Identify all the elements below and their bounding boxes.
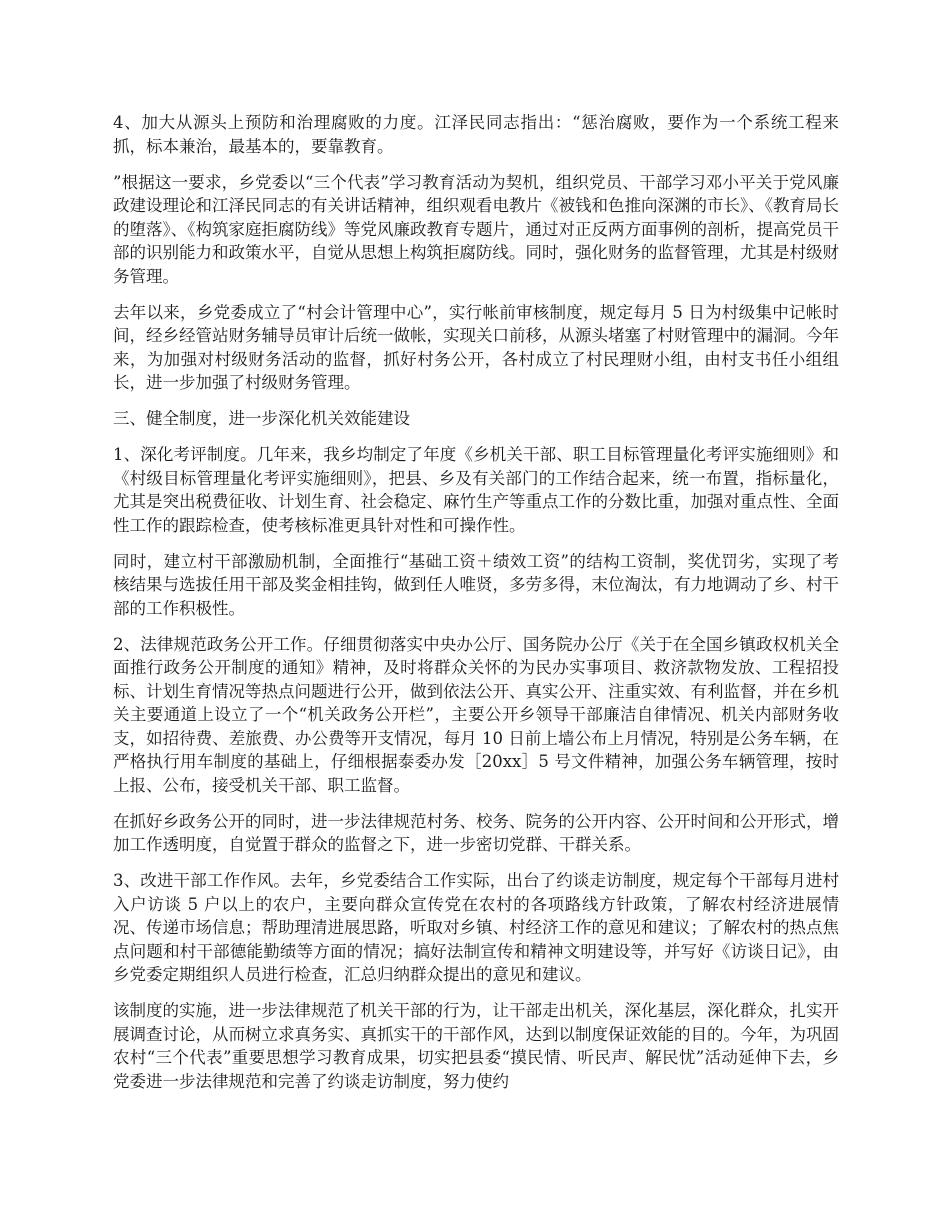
paragraph-incentive-mechanism: 同时，建立村干部激励机制，全面推行“基础工资＋绩效工资”的结构工资制，奖优罚劣，实现了考核结果与选拔任用干部及奖金相挂钩，做到任人唯贤，多劳多得，末位淘汰，有力地调动了乡、村干部的工作积极性。	[113, 551, 839, 618]
paragraph-source-prevention: 4、加大从源头上预防和治理腐败的力度。江泽民同志指出：“惩治腐败，要作为一个系统工程来抓，标本兼治，最基本的，要靠教育。	[113, 113, 839, 156]
paragraph-assessment-system: 1、深化考评制度。几年来，我乡均制定了年度《乡机关干部、职工目标管理量化考评实施细则》和《村级目标管理量化考评实施细则》，把县、乡及有关部门的工作结合起来，统一布置，指标量化，尤其是突出税费征收、计划生育、社会稳定、麻竹生产等重点工作的分数比重，加强对重点性、全面性工作的跟踪检查，使考核标准更具针对性和可操作性。	[113, 445, 839, 535]
paragraph-government-affairs-openness: 2、法律规范政务公开工作。仔细贯彻落实中央办公厅、国务院办公厅《关于在全国乡镇政权机关全面推行政务公开制度的通知》精神，及时将群众关怀的为民办实事项目、救济款物发放、工程招投标、计划生育情况等热点问题进行公开，做到依法公开、真实公开、注重实效、有利监督，并在乡机关主要通道上设立了一个“机关政务公开栏”，主要公开乡领导干部廉洁自律情况、机关内部财务收支，如招待费、差旅费、办公费等开支情况，每月 10 日前上墙公布上月情况，特别是公务车辆，在严格执行用车制度的基础上，仔细根据泰委办发［20xx］5 号文件精神，加强公务车辆管理，按时上报、公布，接受机关干部、职工监督。	[113, 634, 839, 795]
paragraph-village-accounting: 去年以来，乡党委成立了“村会计管理中心”，实行帐前审核制度，规定每月 5 日为村级集中记帐时间，经乡经管站财务辅导员审计后统一做帐，实现关口前移，从源头堵塞了村财管理中的漏洞。今年来，为加强对村级财务活动的监督，抓好村务公开，各村成立了村民理财小组，由村支书任小组组长，进一步加强了村级财务管理。	[113, 302, 839, 392]
paragraph-work-style-improvement: 3、改进干部工作作风。去年，乡党委结合工作实际，出台了约谈走访制度，规定每个干部每月进村入户访谈 5 户以上的农户，主要向群众宣传党在农村的各项路线方针政策，了解农村经济进展情况、传递市场信息；帮助理清进展思路，听取对乡镇、村经济工作的意见和建议；了解农村的热点焦点问题和村干部德能勤绩等方面的情况；搞好法制宣传和精神文明建设等，并写好《访谈日记》，由乡党委定期组织人员进行检查，汇总归纳群众提出的意见和建议。	[113, 871, 839, 984]
paragraph-village-affairs-openness: 在抓好乡政务公开的同时，进一步法律规范村务、校务、院务的公开内容、公开时间和公开形式，增加工作透明度，自觉置于群众的监督之下，进一步密切党群、干群关系。	[113, 811, 839, 854]
section-heading-system-building: 三、健全制度，进一步深化机关效能建设	[113, 409, 410, 428]
paragraph-education-activities: ”根据这一要求，乡党委以“三个代表”学习教育活动为契机，组织党员、干部学习邓小平关于党风廉政建设理论和江泽民同志的有关讲话精神，组织观看电教片《被钱和色推向深渊的市长》、《教育局长的堕落》、《构筑家庭拒腐防线》等党风廉政教育专题片，通过对正反两方面事例的剖析，提高党员干部的识别能力和政策水平，自觉从思想上构筑拒腐防线。同时，强化财务的监督管理，尤其是村级财务管理。	[113, 172, 839, 286]
document-body	[113, 111, 839, 1106]
paragraph-system-implementation: 该制度的实施，进一步法律规范了机关干部的行为，让干部走出机关，深化基层，深化群众，扎实开展调查讨论，从而树立求真务实、真抓实干的干部作风，达到以制度保证效能的目的。今年，为巩固农村“三个代表”重要思想学习教育成果，切实把县委“摸民情、听民声、解民忧”活动延伸下去，乡党委进一步法律规范和完善了约谈走访制度，努力使约	[113, 1001, 839, 1091]
